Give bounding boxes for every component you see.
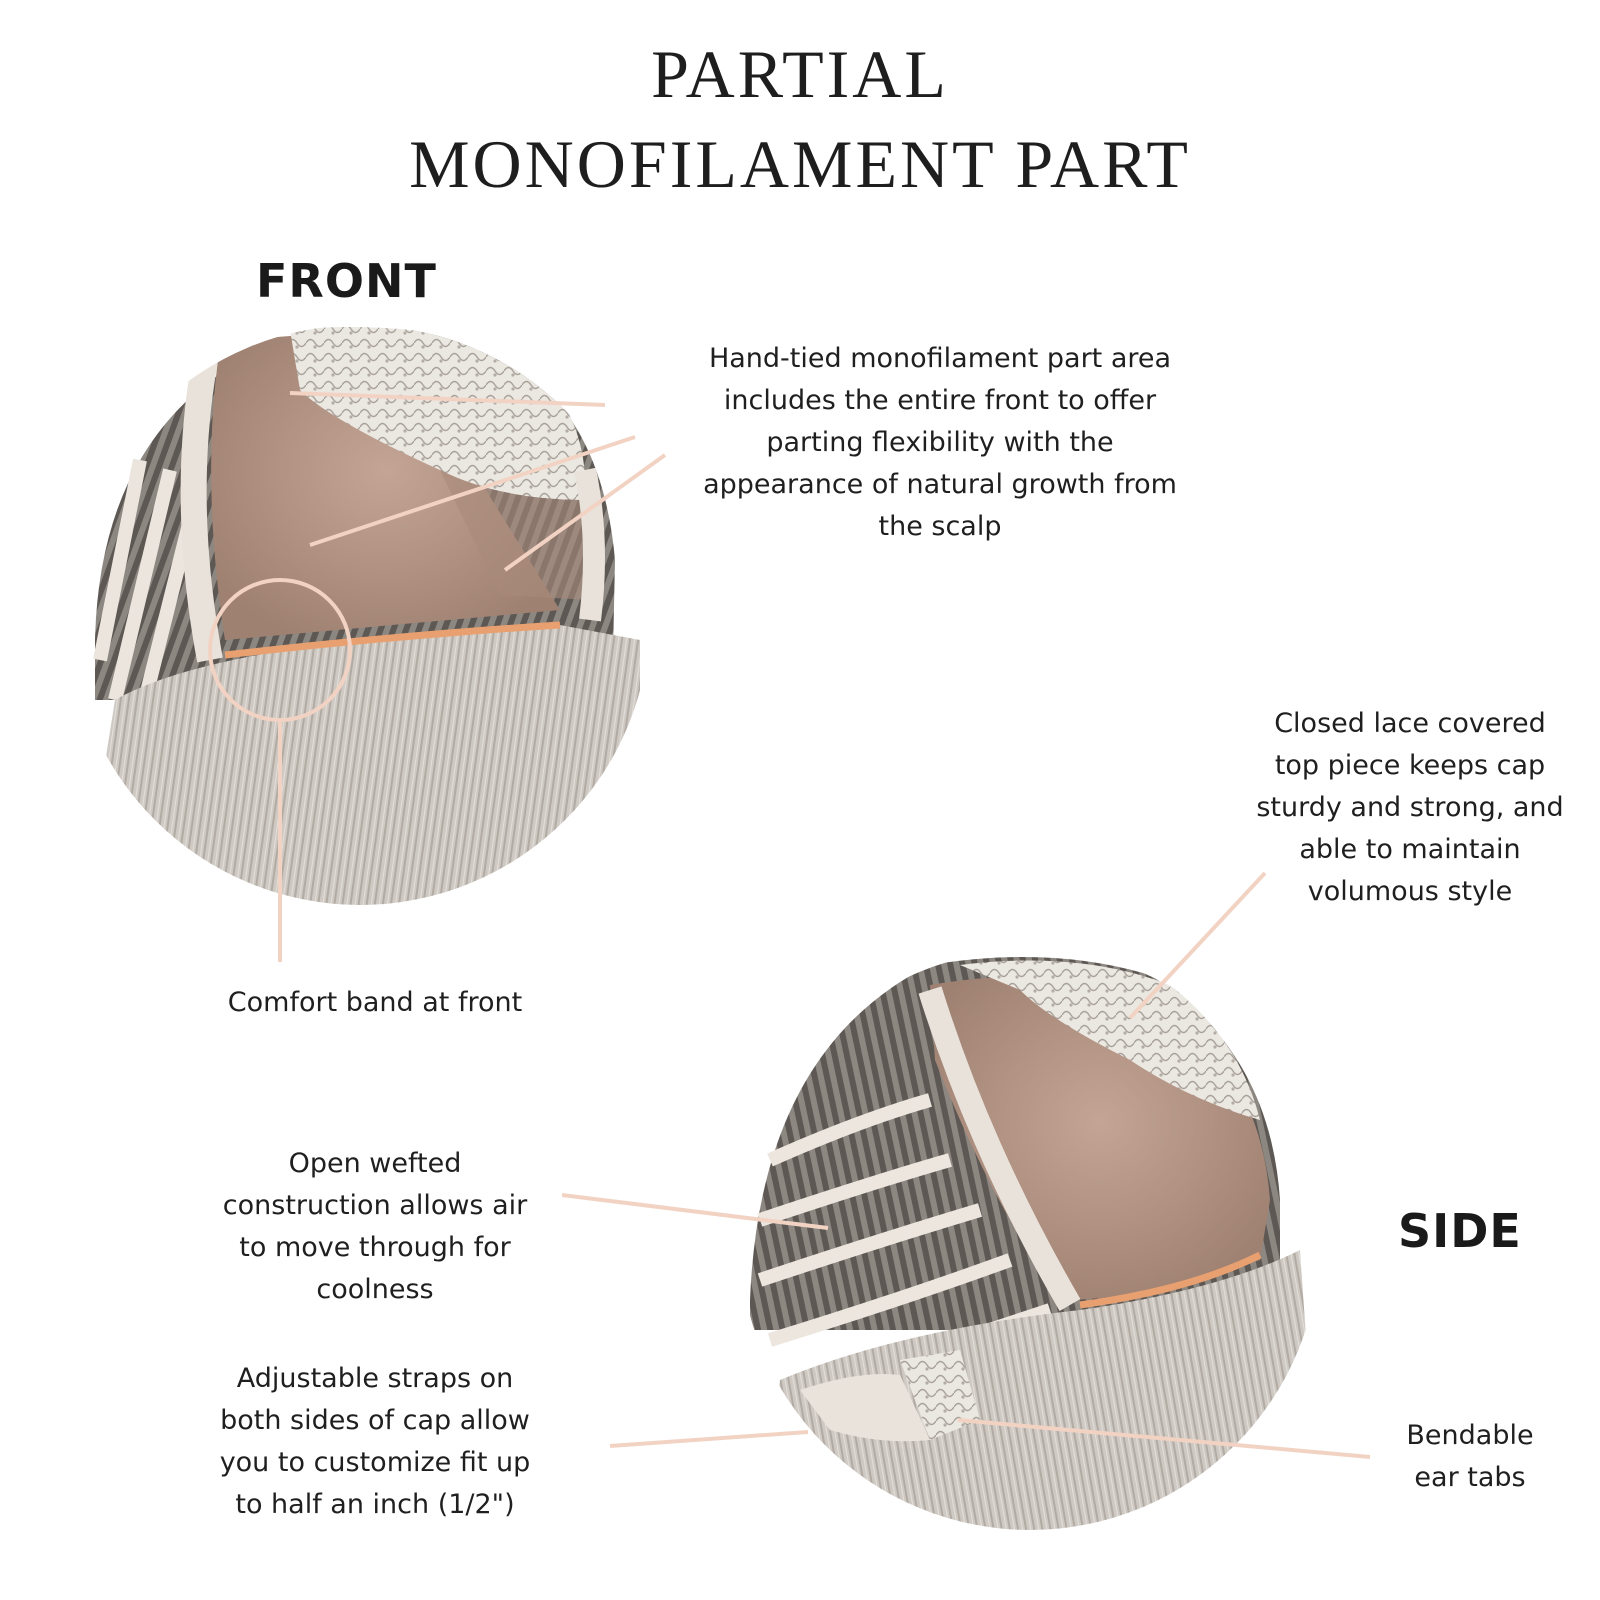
caption-open-wefted: Open wefted construction allows air to move through for coolness	[222, 1148, 528, 1305]
title-line-2: MONOFILAMENT PART	[409, 126, 1191, 202]
caption-adjustable-straps: Adjustable straps on both sides of cap allow you to customize fit up to half an inch (1/2")	[219, 1363, 531, 1520]
caption-hand-tied-monofilament: Hand-tied monofilament part area includes the entire front to offer parting flexibility with the appearance of natural growth from the scalp	[703, 343, 1177, 542]
caption-comfort-band: Comfort band at front	[227, 987, 523, 1018]
title-line-1: PARTIAL	[651, 36, 949, 112]
front-view-label: FRONT	[256, 254, 437, 308]
leader-line-adjustable-straps	[610, 1432, 808, 1446]
caption-closed-lace-top: Closed lace covered top piece keeps cap sturdy and strong, and able to maintain volumous style	[1256, 708, 1564, 907]
caption-ear-tabs: Bendable ear tabs	[1406, 1420, 1534, 1493]
side-view-label: SIDE	[1398, 1204, 1522, 1258]
side-wig-cap-image	[730, 940, 1350, 1540]
front-wig-cap-image	[60, 320, 680, 920]
